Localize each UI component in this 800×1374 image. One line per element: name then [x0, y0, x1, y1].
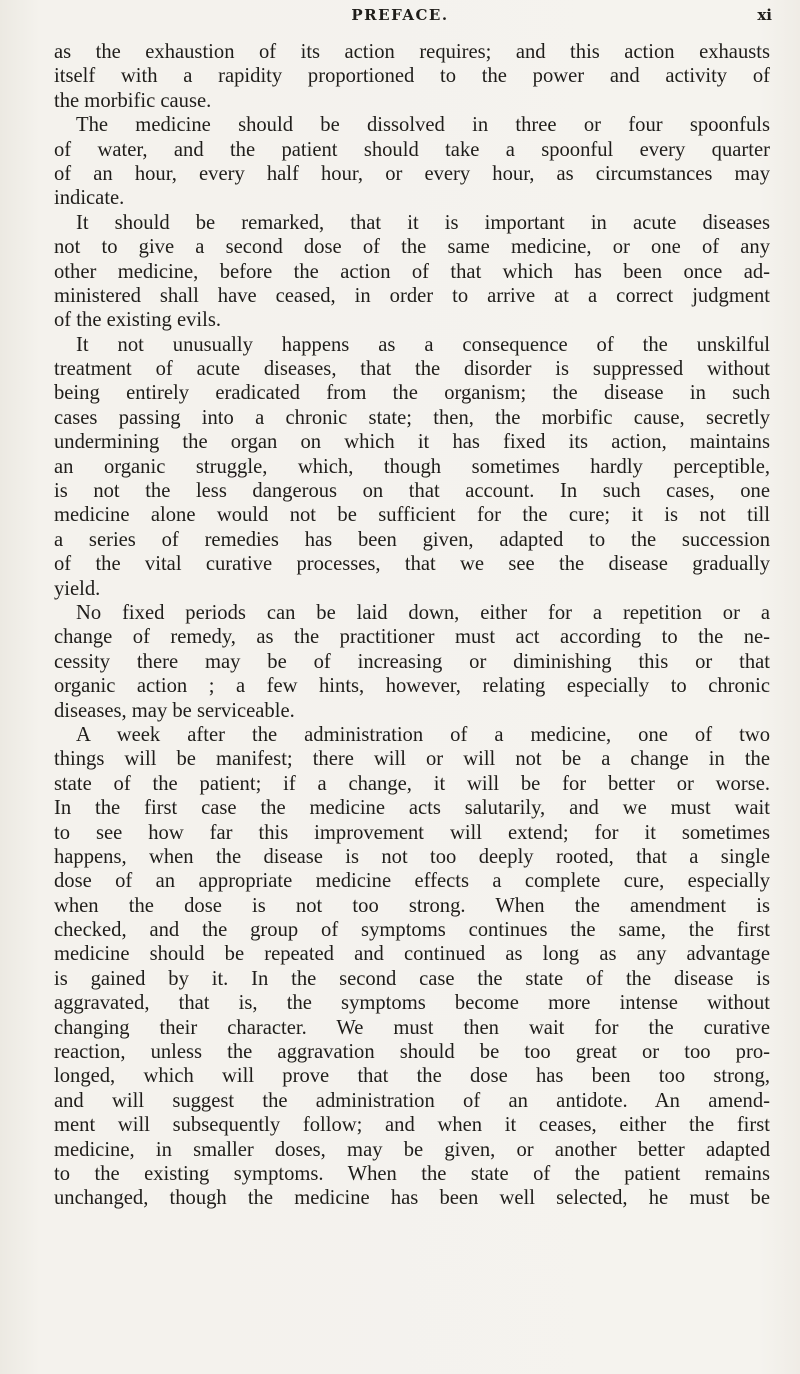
text-line: happens, when the disease is not too deeply rooted, that a single — [54, 845, 770, 868]
text-line: of the existing evils. — [54, 309, 222, 332]
text-line: to the existing symptoms. When the state of the patient remains — [54, 1162, 770, 1185]
text-line: ment will subsequently follow; and when it ceases, either the first — [54, 1114, 770, 1137]
text-line: being entirely eradicated from the organism; the disease in such — [54, 382, 770, 405]
text-line: when the dose is not too strong. When the amendment is — [54, 894, 770, 917]
text-line: indicate. — [54, 187, 125, 210]
text-line: an organic struggle, which, though sometimes hardly perceptible, — [54, 455, 770, 478]
text-line: changing their character. We must then wait for the curative — [54, 1016, 770, 1039]
text-line: dose of an appropriate medicine effects a complete cure, especially — [54, 870, 770, 893]
page-header — [0, 6, 800, 30]
text-line: of an hour, every half hour, or every hour, as circumstances may — [54, 162, 770, 185]
text-line: is gained by it. In the second case the state of the disease is — [54, 967, 770, 990]
text-line: medicine, in smaller doses, may be given, or another better adapted — [54, 1138, 770, 1161]
text-line: not to give a second dose of the same medicine, or one of any — [54, 236, 770, 259]
text-line: ministered shall have ceased, in order to arrive at a correct judgment — [54, 284, 770, 307]
text-line: diseases, may be serviceable. — [54, 699, 295, 722]
text-line: of the vital curative processes, that we see the disease gradually — [54, 553, 770, 576]
page-number: xi — [757, 6, 772, 24]
text-line: medicine should be repeated and continued as long as any advantage — [54, 943, 770, 966]
body-text — [54, 40, 770, 1211]
text-line: is not the less dangerous on that account. In such cases, one — [54, 480, 770, 503]
text-line: medicine alone would not be sufficient for the cure; it is not till — [54, 504, 770, 527]
running-head: PREFACE. — [351, 6, 449, 24]
text-line: the morbific cause. — [54, 89, 212, 112]
text-line: unchanged, though the medicine has been well selected, he must be — [54, 1187, 770, 1210]
text-line: cessity there may be of increasing or diminishing this or that — [54, 650, 770, 673]
text-line: It should be remarked, that it is important in acute diseases — [76, 211, 770, 234]
text-line: longed, which will prove that the dose has been too strong, — [54, 1065, 770, 1088]
text-line: In the first case the medicine acts salutarily, and we must wait — [54, 797, 770, 820]
text-line: treatment of acute diseases, that the disorder is suppressed without — [54, 358, 770, 381]
text-line: yield. — [54, 577, 101, 600]
text-line: undermining the organ on which it has fixed its action, maintains — [54, 431, 770, 454]
text-line: change of remedy, as the practitioner must act according to the ne- — [54, 626, 770, 649]
text-line: checked, and the group of symptoms continues the same, the first — [54, 919, 770, 942]
text-line: A week after the administration of a medicine, one of two — [76, 723, 770, 746]
text-line: other medicine, before the action of that which has been once ad- — [54, 260, 770, 283]
text-line: organic action ; a few hints, however, relating especially to chronic — [54, 675, 770, 698]
text-line: of water, and the patient should take a spoonful every quarter — [54, 138, 770, 161]
text-line: and will suggest the administration of an antidote. An amend- — [54, 1089, 770, 1112]
text-line: cases passing into a chronic state; then, the morbific cause, secretly — [54, 406, 770, 429]
text-line: It not unusually happens as a consequence of the unskilful — [76, 333, 770, 356]
text-line: a series of remedies has been given, adapted to the succession — [54, 528, 770, 551]
text-line: aggravated, that is, the symptoms become more intense without — [54, 992, 770, 1015]
text-line: state of the patient; if a change, it will be for better or worse. — [54, 772, 770, 795]
text-line: to see how far this improvement will extend; for it sometimes — [54, 821, 770, 844]
text-line: as the exhaustion of its action requires; and this action exhausts — [54, 41, 770, 63]
text-line: reaction, unless the aggravation should be too great or too pro- — [54, 1041, 770, 1064]
text-line: things will be manifest; there will or will not be a change in the — [54, 748, 770, 771]
text-line: itself with a rapidity proportioned to the power and activity of — [54, 65, 770, 88]
text-line: The medicine should be dissolved in three or four spoonfuls — [76, 114, 770, 137]
text-line: No fixed periods can be laid down, either for a repetition or a — [76, 601, 770, 624]
